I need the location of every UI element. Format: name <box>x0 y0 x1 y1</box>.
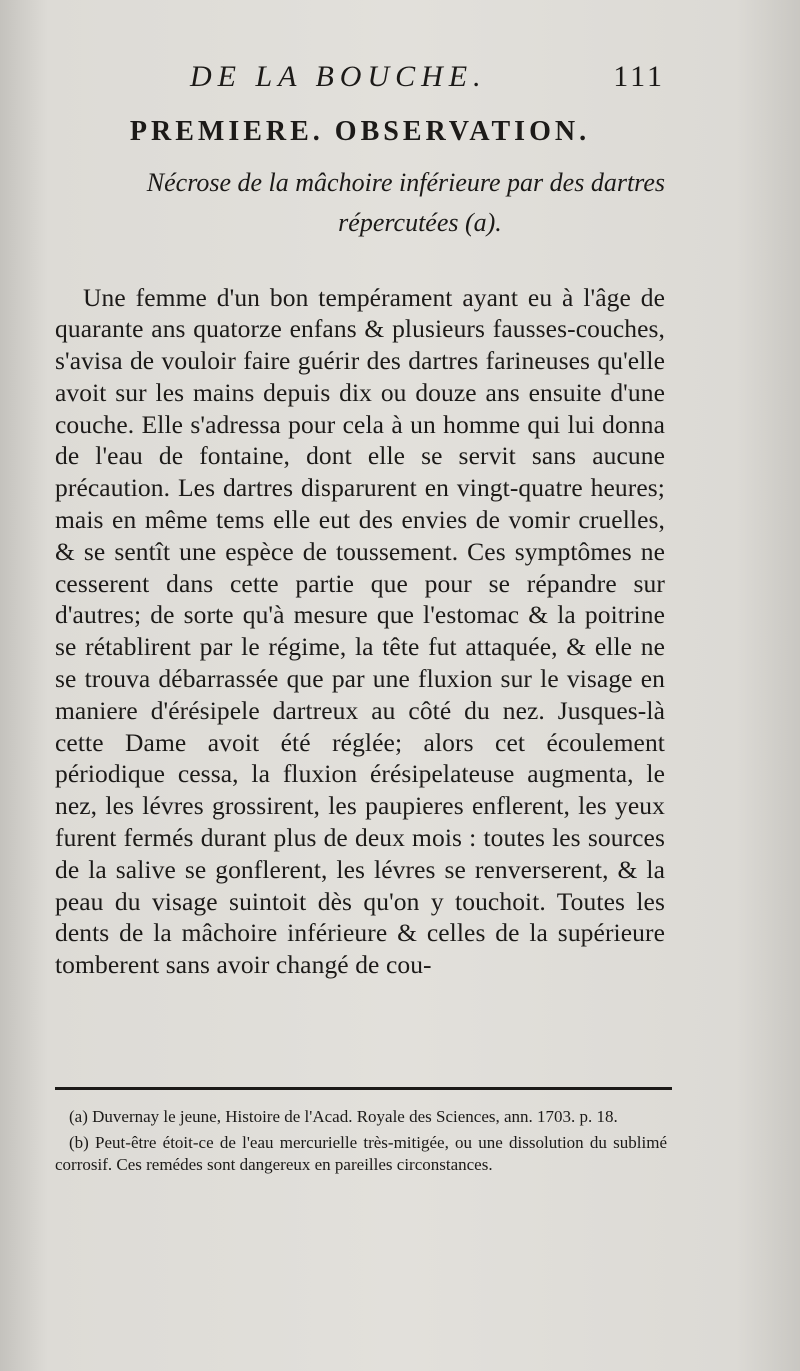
footnote-divider <box>55 1087 672 1090</box>
running-title: DE LA BOUCHE. <box>190 60 487 93</box>
subtitle-line-2: répercutées (a). <box>338 208 502 237</box>
subtitle-line-1: Nécrose de la mâchoire inférieure par des dartres <box>146 168 665 197</box>
footnote-a: (a) Duvernay le jeune, Histoire de l'Acad. Royale des Sciences, ann. 1703. p. 18. <box>69 1107 618 1126</box>
page-number: 111 <box>613 60 665 93</box>
section-heading: PREMIERE. OBSERVATION. <box>129 116 591 147</box>
footnotes <box>55 1106 667 1180</box>
body-paragraph: Une femme d'un bon tempérament ayant eu à l'âge de quarante ans quatorze enfans & plusieurs fausses-couches, s'avisa de vouloir faire guérir des dartres farineuses qu'elle avoit sur les mains depuis dix ou douze ans ensuite d'une couche. Elle s'adressa pour cela à un homme qui lui donna de l'eau de fontaine, dont elle se servit sans aucune précaution. Les dartres disparurent en vingt-quatre heures; mais en même tems elle eut des envies de vomir cruelles, & se sentît une espèce de toussement. Ces symptômes ne cesserent dans cette partie que pour se répandre sur d'autres; de sorte qu'à mesure que l'estomac & la poitrine se rétablirent par le régime, la tête fut attaquée, & elle ne se trouva débarrassée que par une fluxion sur le visage en maniere d'érésipele dartreux au côté du nez. Jusques-là cette Dame avoit été réglée; alors cet écoulement périodique cessa, la fluxion érésipelateuse augmenta, le nez, les lévres grossirent, les paupieres enflerent, les yeux furent fermés durant plus de deux mois : toutes les sources de la salive se gonflerent, les lévres se renverserent, & la peau du visage suintoit dès qu'on y touchoit. Toutes les dents de la mâchoire inférieure & celles de la supérieure tomberent sans avoir changé de cou- <box>55 282 665 980</box>
running-head <box>55 60 665 100</box>
observation-subtitle <box>55 163 665 243</box>
footnote-b: (b) Peut-être étoit-ce de l'eau mercurielle très-mitigée, ou une dissolution du sublimé corrosif. Ces remédes sont dangereux en pareilles circonstances. <box>55 1133 667 1174</box>
